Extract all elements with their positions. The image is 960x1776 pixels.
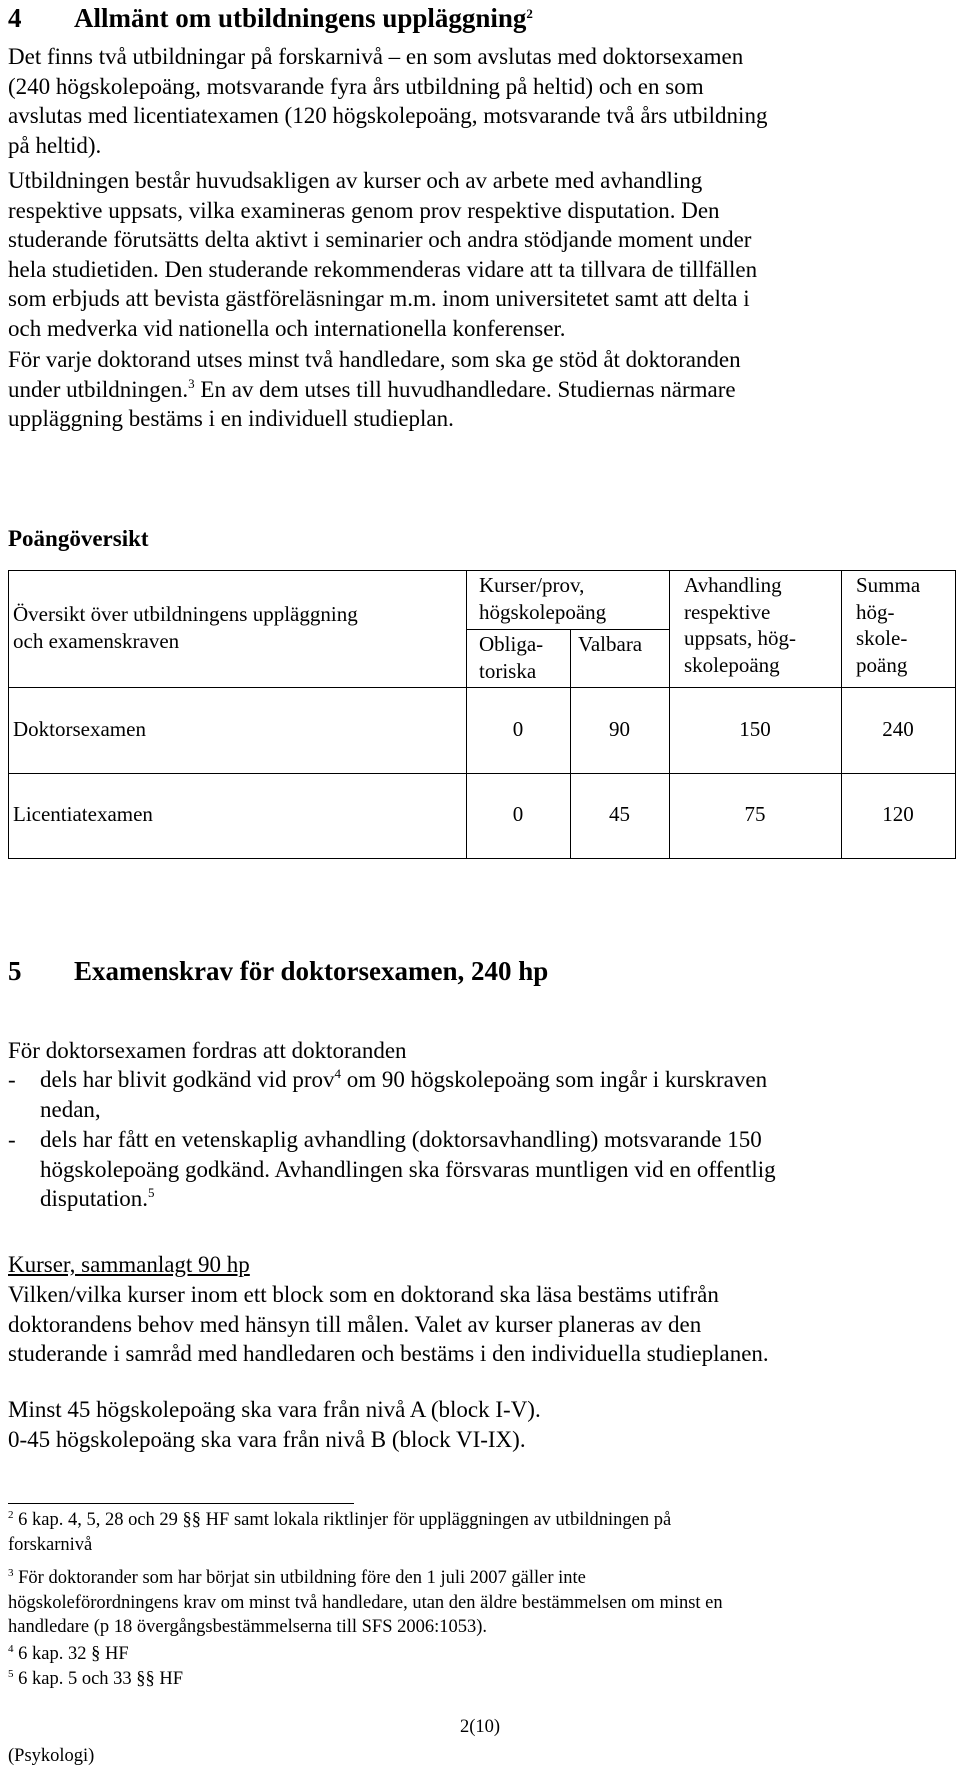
footnote-text: 6 kap. 4, 5, 28 och 29 §§ HF samt lokala riktlinjer för uppläggningen av utbildningen på forskarnivå [8, 1510, 672, 1555]
requirements-intro: För doktorsexamen fordras att doktoranden [8, 1038, 407, 1063]
table-cell-total: 240 [882, 717, 914, 741]
list-dash: - [8, 1067, 16, 1092]
paragraph-supervisors-text-2: En av dem utses till huvudhandledare. Studiernas närmare uppläggning bestäms i en individuell studieplan. [8, 376, 736, 431]
section-5-heading [8, 955, 548, 987]
table-row-label: Doktorsexamen [13, 717, 146, 741]
paragraph-intro: Det finns två utbildningar på forskarnivå – en som avslutas med doktorsexamen (240 högskolepoäng, motsvarande fyra års utbildning på heltid) och en som avslutas med licentiatexamen (120 högskolepoäng, motsvarande två års utbildning på heltid). [8, 44, 768, 158]
table-cell-total: 120 [882, 802, 914, 826]
section-number: 5 [8, 956, 22, 986]
table-header-mandatory: Obliga- toriska [479, 632, 544, 683]
footnote-mark: 4 [8, 1643, 14, 1655]
section-number: 4 [8, 3, 22, 33]
footnote-text: 6 kap. 32 § HF [13, 1644, 129, 1664]
courses-paragraph: Vilken/vilka kurser inom ett block som en doktorand ska läsa bestäms utifrån doktorandens behov med hänsyn till målen. Valet av kurser planeras av den studerande i samråd med handledaren och bestäms i den individuella studieplanen. [8, 1282, 769, 1366]
table-header-label: Översikt över utbildningens uppläggning och examenskraven [13, 602, 358, 653]
footnote-mark: 2 [8, 1509, 14, 1521]
paragraph-supervisors [8, 345, 956, 434]
table-header-total: Summa hög- skole- poäng [856, 573, 921, 677]
department-label: (Psykologi) [8, 1746, 95, 1766]
points-overview-heading: Poängöversikt [8, 526, 149, 551]
list-item-text: dels har fått en vetenskaplig avhandling (doktorsavhandling) motsvarande 150 högskolepoäng godkänd. Avhandlingen ska försvaras muntligen vid en offentlig disputation. [40, 1127, 776, 1211]
footnote-mark: 3 [8, 1567, 14, 1579]
paragraph-supervisors-text-1: För varje doktorand utses minst två handledare, som ska ge stöd åt doktoranden under utbildningen. [8, 347, 741, 402]
section-title: Allmänt om utbildningens uppläggning [74, 3, 527, 33]
footnote-text: 6 kap. 5 och 33 §§ HF [13, 1669, 184, 1689]
table-header-thesis: Avhandling respektive uppsats, hög- skolepoäng [684, 573, 796, 677]
footnote-ref: 5 [147, 1185, 155, 1200]
footnote-ref: 4 [334, 1066, 341, 1081]
page-number: 2(10) [460, 1717, 501, 1737]
table-cell-thesis: 75 [744, 802, 766, 826]
list-item-text: om 90 högskolepoäng som ingår i kurskraven nedan, [40, 1067, 768, 1122]
table-cell-mandatory: 0 [512, 717, 524, 741]
level-paragraph: Minst 45 högskolepoäng ska vara från nivå A (block I-V). 0-45 högskolepoäng ska vara från nivå B (block VI-IX). [8, 1397, 541, 1452]
footnote-text: För doktorander som har börjat sin utbildning före den 1 juli 2007 gäller inte högskoleförordningens krav om minst två handledare, utan den äldre bestämmelsen om minst en handledare (p 18 övergångsbestämmelserna till SFS 2006:1053). [8, 1568, 723, 1637]
list-item-text: dels har blivit godkänd vid prov [40, 1067, 335, 1092]
courses-heading: Kurser, sammanlagt 90 hp [8, 1252, 250, 1277]
footnote [8, 1667, 958, 1692]
list-dash: - [8, 1127, 16, 1152]
footnote-ref: 2 [526, 6, 533, 21]
section-4-heading [8, 2, 533, 34]
footnote [8, 1566, 958, 1640]
table-header-courses: Kurser/prov, högskolepoäng [479, 573, 607, 624]
footnote [8, 1508, 958, 1557]
table-cell-mandatory: 0 [512, 802, 524, 826]
paragraph-structure: Utbildningen består huvudsakligen av kurser och av arbete med avhandling respektive uppsats, vilka examineras genom prov respektive disputation. Den studerande förutsätts delta aktivt i seminarier och andra stödjande moment under hela studietiden. Den studerande rekommenderas vidare att ta tillvara de tillfällen som erbjuds att bevista gästföreläsningar m.m. inom universitetet samt att delta i och medverka vid nationella och internationella konferenser. [8, 168, 758, 341]
table-cell-optional: 45 [609, 802, 630, 826]
table-row-label: Licentiatexamen [13, 802, 153, 826]
section-title: Examenskrav för doktorsexamen, 240 hp [74, 956, 549, 986]
footnote-mark: 5 [8, 1668, 14, 1680]
table-header-optional: Valbara [578, 632, 643, 656]
table-cell-optional: 90 [609, 717, 630, 741]
footnote-divider [8, 1503, 354, 1504]
table-cell-thesis: 150 [739, 717, 771, 741]
footnote-ref: 3 [188, 375, 195, 391]
footnote [8, 1642, 958, 1667]
